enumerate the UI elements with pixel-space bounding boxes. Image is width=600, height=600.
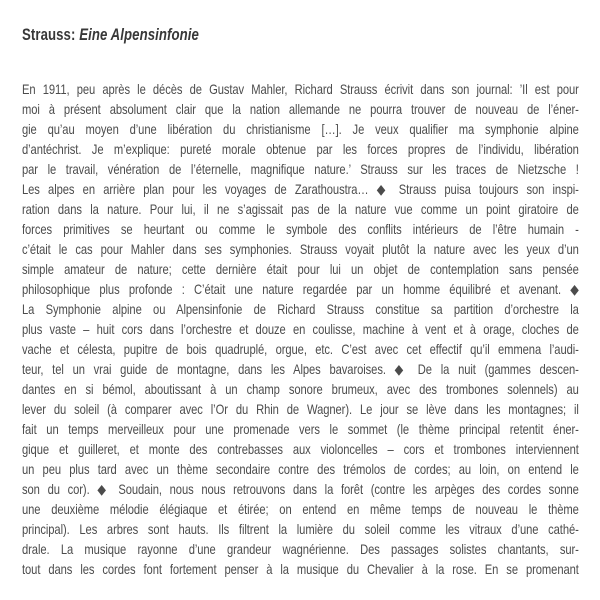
page-title	[22, 27, 579, 43]
text-line: vache et célesta, pupitre de bois quadruplé, orgue, etc. C’est avec cet effectif qu’il emmena l’audi-	[22, 341, 579, 357]
page-content	[22, 27, 579, 579]
text-line: teur, tel un vrai guide de montagne, dans les Alpes bavaroises. ◆ De la nuit (gammes descen-	[22, 361, 579, 377]
text-line: drale. La musique rayonne d’une grandeur wagnérienne. Des passages solistes chantants, sur-	[22, 541, 579, 557]
text-line: lever du soleil (à comparer avec l’Or du Rhin de Wagner). Le jour se lève dans les montagnes; il	[22, 401, 579, 417]
text-line: gie qu’au moyen d’une libération du christianisme […]. Je veux qualifier ma symphonie alpine	[22, 121, 579, 137]
text-line: La Symphonie alpine ou Alpensinfonie de Richard Strauss constitue sa partition d’orchestre la	[22, 301, 579, 317]
text-line: par le travail, vénération de l’éternelle, magnifique nature.’ Strauss sur les traces de Nietzsche !	[22, 161, 579, 177]
text-line: simple amateur de nature; cette dernière était pour lui un objet de contemplation sans pensée	[22, 261, 579, 277]
text-line: plus vaste – huit cors dans l’orchestre et douze en coulisse, machine à vent et à orage, cloches de	[22, 321, 579, 337]
text-line: son du cor). ◆ Soudain, nous nous retrouvons dans la forêt (contre les arpèges des cordes sonne	[22, 481, 579, 497]
text-line: tout dans les cordes font fortement penser à la musique du Chevalier à la rose. En se promenant	[22, 561, 579, 577]
text-line: c’était le cas pour Mahler dans ses symphonies. Strauss voyait plutôt la nature avec les yeux d’un	[22, 241, 579, 257]
text-line: philosophique plus profonde : C’était une nature regardée par un homme équilibré et avenant. ◆	[22, 281, 579, 297]
title-composer: Strauss:	[22, 26, 80, 44]
text-line: forces primitives se heurtant ou comme le symbole des conflits intérieurs de l’être humain -	[22, 221, 579, 237]
text-line: ration dans la nature. Pour lui, il ne s’agissait pas de la nature vue comme un point giratoire de	[22, 201, 579, 217]
text-line: gique et guilleret, et monte des contrebasses aux violoncelles – cors et trombones interviennent	[22, 441, 579, 457]
text-line: dantes en si bémol, aboutissant à un champ sonore brumeux, avec des trombones solennels) au	[22, 381, 579, 397]
text-line: d’antéchrist. Je m’explique: pureté morale obtenue par les forces propres de l’individu, libération	[22, 141, 579, 157]
text-line: une deuxième mélodie élégiaque et étirée; on entend en même temps de nouveau le thème	[22, 501, 579, 517]
text-line: fait un temps merveilleux pour une promenade vers le sommet (le thème principal retentit éner-	[22, 421, 579, 437]
title-work-name: Eine Alpensinfonie	[79, 26, 199, 44]
article-text	[22, 79, 579, 579]
text-line: moi à présent absolument clair que la nation allemande ne pourra trouver de nouveau de l’éner-	[22, 101, 579, 117]
text-line: En 1911, peu après le décès de Gustav Mahler, Richard Strauss écrivit dans son journal: ’Il est pour	[22, 81, 579, 97]
text-line: principal). Les arbres sont hauts. Ils filtrent la lumière du soleil comme les vitraux d’une cathé-	[22, 521, 579, 537]
text-line: un peu plus tard avec un thème secondaire contre des trémolos de cordes; au loin, on entend le	[22, 461, 579, 477]
text-line: Les alpes en arrière plan pour les voyages de Zarathoustra… ◆ Strauss puisa toujours son inspi-	[22, 181, 579, 197]
